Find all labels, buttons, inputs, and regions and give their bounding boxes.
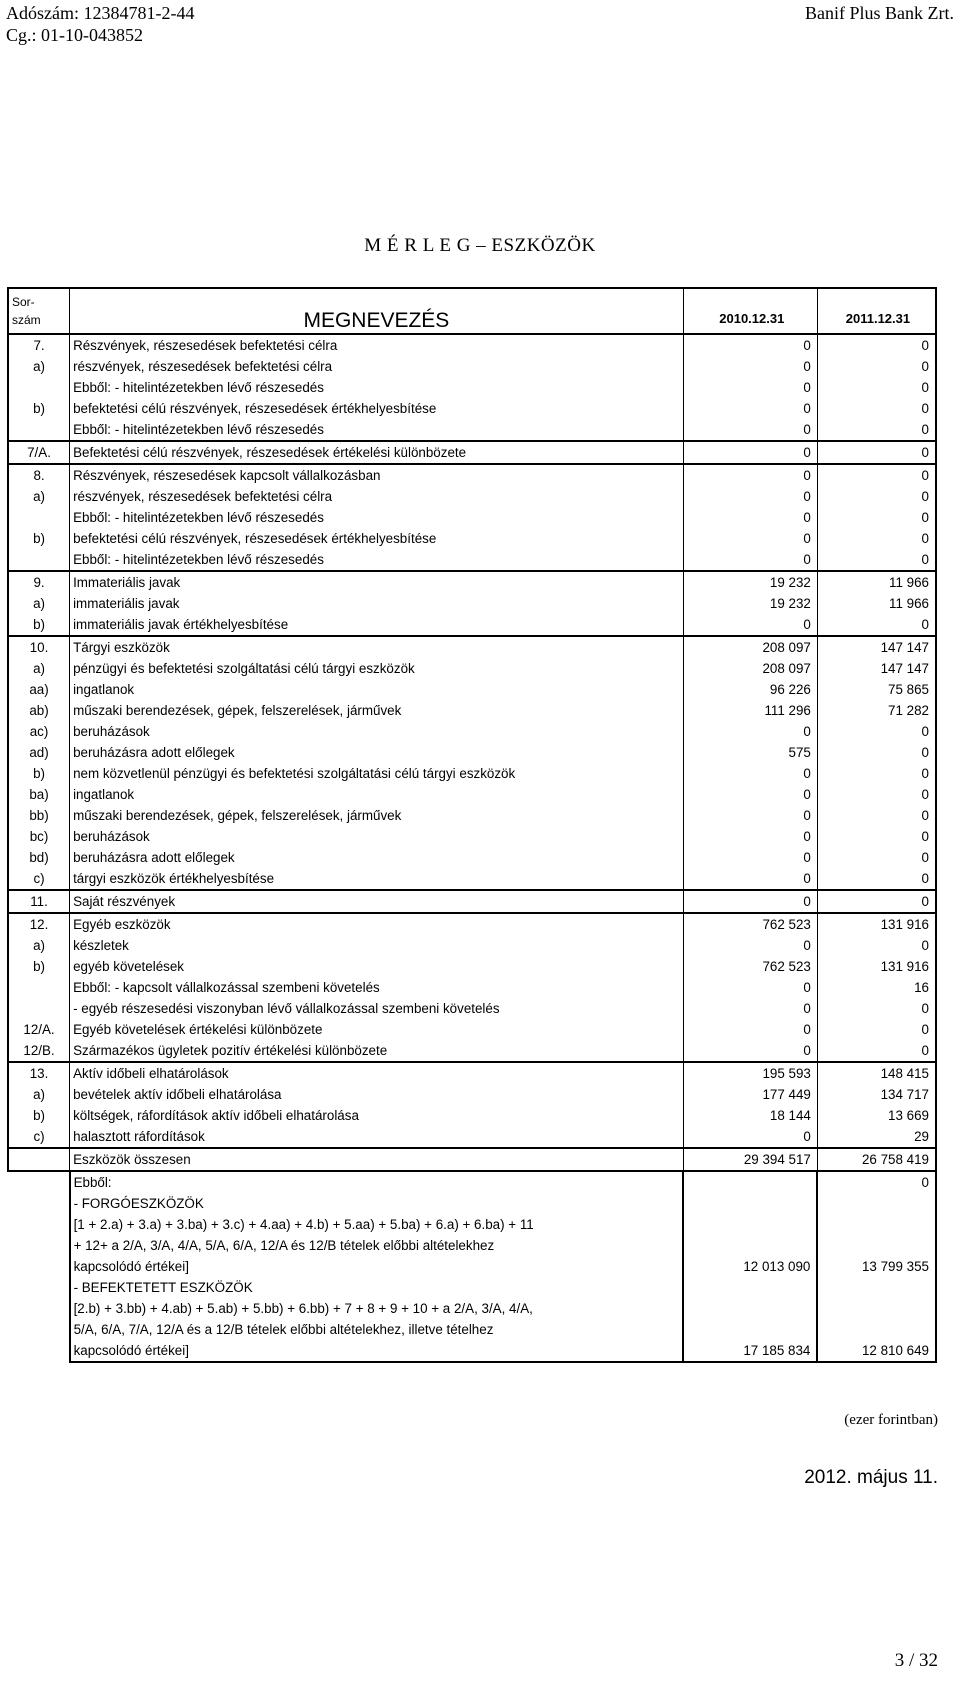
value-2011: 11 966 — [817, 571, 936, 593]
row-label: Tárgyi eszközök — [70, 636, 684, 658]
value-2011: 0 — [817, 356, 936, 377]
row-number — [8, 507, 70, 528]
row-number: 10. — [8, 636, 70, 658]
value-2010: 0 — [683, 549, 817, 571]
footer-2010 — [683, 1214, 817, 1235]
footer-spacer — [8, 1319, 70, 1340]
value-2010: 195 593 — [683, 1062, 817, 1084]
value-2010: 0 — [683, 763, 817, 784]
table-row — [8, 956, 936, 977]
footer-2011 — [817, 1214, 936, 1235]
footer-label: Ebből: — [70, 1171, 684, 1193]
table-row — [8, 356, 936, 377]
row-number: a) — [8, 1084, 70, 1105]
footer-2011: 13 799 355 — [817, 1256, 936, 1277]
footer-spacer — [8, 1235, 70, 1256]
row-number: c) — [8, 1126, 70, 1148]
footer-2011 — [817, 1277, 936, 1298]
row-number: a) — [8, 658, 70, 679]
value-2010: 0 — [683, 441, 817, 464]
footer-label: [2.b) + 3.bb) + 4.ab) + 5.ab) + 5.bb) + 6.bb) + 7 + 8 + 9 + 10 + a 2/A, 3/A, 4/A, — [70, 1298, 684, 1319]
value-2010: 0 — [683, 1040, 817, 1062]
row-label: Részvények, részesedések befektetési célra — [70, 334, 684, 356]
value-2011: 0 — [817, 784, 936, 805]
footer-2010 — [683, 1277, 817, 1298]
footer-2010 — [683, 1319, 817, 1340]
footer-spacer — [8, 1256, 70, 1277]
footer-row — [8, 1193, 936, 1214]
table-row — [8, 868, 936, 890]
footer-spacer — [8, 1214, 70, 1235]
value-2010: 0 — [683, 935, 817, 956]
total-2011: 26 758 419 — [817, 1148, 936, 1171]
value-2011: 0 — [817, 847, 936, 868]
row-number: 9. — [8, 571, 70, 593]
value-2011: 0 — [817, 742, 936, 763]
footer-label: 5/A, 6/A, 7/A, 12/A és a 12/B tételek előbbi altételekhez, illetve tételhez — [70, 1319, 684, 1340]
table-row — [8, 398, 936, 419]
tax-number: Adószám: 12384781-2-44 — [6, 3, 195, 23]
footer-2010 — [683, 1193, 817, 1214]
footer-2010 — [683, 1298, 817, 1319]
row-label: beruházások — [73, 724, 150, 739]
value-2011: 0 — [817, 549, 936, 571]
balance-sheet-table — [7, 287, 937, 1363]
row-label: ingatlanok — [73, 682, 135, 697]
row-number — [8, 998, 70, 1019]
report-date: 2012. május 11. — [804, 1467, 938, 1488]
row-number — [8, 549, 70, 571]
row-label: költségek, ráfordítások aktív időbeli elhatárolása — [73, 1108, 359, 1123]
row-number: 7/A. — [8, 441, 70, 464]
value-2011: 0 — [817, 464, 936, 486]
row-label: Saját részvények — [70, 890, 684, 913]
table-row — [8, 334, 936, 356]
header-left — [6, 2, 194, 46]
footer-2010: 12 013 090 — [683, 1256, 817, 1277]
table-row — [8, 890, 936, 913]
footer-label: + 12+ a 2/A, 3/A, 4/A, 5/A, 6/A, 12/A és 12/B tételek előbbi altételekhez — [70, 1235, 684, 1256]
table-row — [8, 763, 936, 784]
row-label: Immateriális javak — [70, 571, 684, 593]
row-number — [8, 419, 70, 441]
footer-row — [8, 1340, 936, 1362]
total-2010: 29 394 517 — [683, 1148, 817, 1171]
page-title: M É R L E G – ESZKÖZÖK — [364, 235, 596, 256]
value-2010: 0 — [683, 614, 817, 636]
footer-spacer — [8, 1340, 70, 1362]
row-number: b) — [8, 528, 70, 549]
table-row — [8, 441, 936, 464]
value-2011: 11 966 — [817, 593, 936, 614]
col-header-2011: 2011.12.31 — [817, 288, 936, 334]
footer-label: - FORGÓESZKÖZÖK — [70, 1193, 684, 1214]
footer-spacer — [8, 1277, 70, 1298]
value-2010: 0 — [683, 464, 817, 486]
value-2010: 0 — [683, 419, 817, 441]
row-number: 13. — [8, 1062, 70, 1084]
row-label: immateriális javak — [73, 596, 180, 611]
row-number: a) — [8, 593, 70, 614]
value-2010: 762 523 — [683, 956, 817, 977]
row-label: nem közvetlenül pénzügyi és befektetési szolgáltatási célú tárgyi eszközök — [73, 766, 516, 781]
row-label: beruházásra adott előlegek — [73, 850, 235, 865]
row-number — [8, 1148, 70, 1171]
footer-spacer — [8, 1171, 70, 1193]
row-label: Egyéb eszközök — [70, 913, 684, 935]
table-row — [8, 742, 936, 763]
row-number: aa) — [8, 679, 70, 700]
row-label: ingatlanok — [73, 787, 135, 802]
value-2011: 0 — [817, 1019, 936, 1040]
row-label: tárgyi eszközök értékhelyesbítése — [73, 871, 275, 886]
value-2011: 29 — [817, 1126, 936, 1148]
table-row — [8, 826, 936, 847]
row-number: 12/A. — [8, 1019, 70, 1040]
row-number: a) — [8, 935, 70, 956]
value-2010: 0 — [683, 847, 817, 868]
row-label: immateriális javak értékhelyesbítése — [73, 617, 289, 632]
table-row — [8, 679, 936, 700]
table-row — [8, 658, 936, 679]
footer-label: kapcsolódó értékei] — [70, 1340, 684, 1362]
table-row — [8, 977, 936, 998]
unit-note: (ezer forintban) — [844, 1412, 938, 1428]
value-2011: 0 — [817, 868, 936, 890]
col-header-sorszam-text: Sor- szám — [12, 295, 41, 327]
value-2011: 0 — [817, 334, 936, 356]
footer-row — [8, 1298, 936, 1319]
table-row — [8, 784, 936, 805]
row-number: 8. — [8, 464, 70, 486]
value-2011: 0 — [817, 528, 936, 549]
value-2010: 0 — [683, 998, 817, 1019]
value-2010: 19 232 — [683, 593, 817, 614]
row-label: részvények, részesedések befektetési célra — [73, 359, 333, 374]
row-number — [8, 377, 70, 398]
footer-label: [1 + 2.a) + 3.a) + 3.ba) + 3.c) + 4.aa) + 4.b) + 5.aa) + 5.ba) + 6.a) + 6.ba) + 11 — [70, 1214, 684, 1235]
footer-row — [8, 1277, 936, 1298]
row-number: c) — [8, 868, 70, 890]
value-2010: 0 — [683, 805, 817, 826]
table-row — [8, 1062, 936, 1084]
footer-row — [8, 1319, 936, 1340]
footer-2011 — [817, 1319, 936, 1340]
value-2010: 0 — [683, 826, 817, 847]
table-header-row — [8, 288, 936, 334]
row-label: beruházások — [73, 829, 150, 844]
table-row — [8, 593, 936, 614]
row-label: bevételek aktív időbeli elhatárolása — [73, 1087, 282, 1102]
row-number: bd) — [8, 847, 70, 868]
footer-2011: 12 810 649 — [817, 1340, 936, 1362]
value-2011: 13 669 — [817, 1105, 936, 1126]
value-2011: 0 — [817, 614, 936, 636]
table-row — [8, 614, 936, 636]
row-label: egyéb követelések — [73, 959, 184, 974]
row-number: 12/B. — [8, 1040, 70, 1062]
table-row — [8, 636, 936, 658]
row-label: - egyéb részesedési viszonyban lévő vállalkozással szembeni követelés — [73, 1001, 500, 1016]
table-row — [8, 549, 936, 571]
footer-2010: 17 185 834 — [683, 1340, 817, 1362]
row-label: műszaki berendezések, gépek, felszerelések, járművek — [73, 808, 402, 823]
row-number: ac) — [8, 721, 70, 742]
footer-row — [8, 1214, 936, 1235]
table-row — [8, 847, 936, 868]
table-row — [8, 721, 936, 742]
footer-2010 — [683, 1235, 817, 1256]
row-number — [8, 977, 70, 998]
total-label: Eszközök összesen — [70, 1148, 684, 1171]
value-2011: 0 — [817, 721, 936, 742]
footer-spacer — [8, 1298, 70, 1319]
value-2010: 0 — [683, 868, 817, 890]
footer-row — [8, 1235, 936, 1256]
row-number: 7. — [8, 334, 70, 356]
row-number: bb) — [8, 805, 70, 826]
value-2011: 0 — [817, 419, 936, 441]
value-2010: 575 — [683, 742, 817, 763]
value-2011: 0 — [817, 805, 936, 826]
value-2011: 0 — [817, 507, 936, 528]
footer-2011 — [817, 1235, 936, 1256]
value-2011: 148 415 — [817, 1062, 936, 1084]
footer-row — [8, 1171, 936, 1193]
value-2011: 0 — [817, 377, 936, 398]
value-2010: 0 — [683, 528, 817, 549]
row-number: b) — [8, 398, 70, 419]
row-label: Részvények, részesedések kapcsolt vállalkozásban — [70, 464, 684, 486]
value-2011: 0 — [817, 398, 936, 419]
col-header-sorszam — [8, 288, 70, 334]
value-2011: 0 — [817, 890, 936, 913]
value-2011: 16 — [817, 977, 936, 998]
value-2011: 134 717 — [817, 1084, 936, 1105]
row-number: bc) — [8, 826, 70, 847]
row-label: műszaki berendezések, gépek, felszerelések, járművek — [73, 703, 402, 718]
table-row — [8, 464, 936, 486]
row-number: 12. — [8, 913, 70, 935]
value-2010: 18 144 — [683, 1105, 817, 1126]
table-row — [8, 528, 936, 549]
table-body — [8, 334, 936, 1362]
value-2010: 19 232 — [683, 571, 817, 593]
table-row — [8, 805, 936, 826]
row-label: Ebből: - hitelintézetekben lévő részesedés — [73, 422, 324, 437]
footer-label: kapcsolódó értékei] — [70, 1256, 684, 1277]
value-2010: 208 097 — [683, 636, 817, 658]
value-2010: 0 — [683, 398, 817, 419]
value-2011: 147 147 — [817, 658, 936, 679]
col-header-2010: 2010.12.31 — [683, 288, 817, 334]
value-2011: 131 916 — [817, 956, 936, 977]
row-label: befektetési célú részvények, részesedések értékhelyesbítése — [73, 531, 437, 546]
value-2011: 147 147 — [817, 636, 936, 658]
value-2010: 0 — [683, 721, 817, 742]
page-number: 3 / 32 — [894, 1650, 938, 1671]
row-number: b) — [8, 763, 70, 784]
value-2010: 0 — [683, 377, 817, 398]
value-2011: 0 — [817, 826, 936, 847]
total-row — [8, 1148, 936, 1171]
row-label: befektetési célú részvények, részesedések értékhelyesbítése — [73, 401, 437, 416]
value-2010: 0 — [683, 977, 817, 998]
table-row — [8, 935, 936, 956]
value-2010: 177 449 — [683, 1084, 817, 1105]
footer-spacer — [8, 1193, 70, 1214]
table-row — [8, 571, 936, 593]
footer-row — [8, 1256, 936, 1277]
row-number: b) — [8, 614, 70, 636]
row-number: 11. — [8, 890, 70, 913]
value-2011: 0 — [817, 486, 936, 507]
value-2010: 0 — [683, 507, 817, 528]
table-row — [8, 913, 936, 935]
row-label: Ebből: - hitelintézetekben lévő részesedés — [73, 510, 324, 525]
table-row — [8, 1019, 936, 1040]
footer-2011 — [817, 1193, 936, 1214]
table-row — [8, 419, 936, 441]
value-2011: 0 — [817, 763, 936, 784]
row-label: Aktív időbeli elhatárolások — [70, 1062, 684, 1084]
row-label: pénzügyi és befektetési szolgáltatási célú tárgyi eszközök — [73, 661, 415, 676]
value-2010: 0 — [683, 486, 817, 507]
col-header-megnevezes: MEGNEVEZÉS — [70, 288, 684, 334]
table-row — [8, 1040, 936, 1062]
row-label: Ebből: - kapcsolt vállalkozással szembeni követelés — [73, 980, 380, 995]
value-2011: 131 916 — [817, 913, 936, 935]
row-number: b) — [8, 1105, 70, 1126]
value-2011: 0 — [817, 1040, 936, 1062]
value-2011: 75 865 — [817, 679, 936, 700]
table-row — [8, 1126, 936, 1148]
value-2011: 0 — [817, 935, 936, 956]
footer-2010 — [683, 1171, 817, 1193]
row-label: Származékos ügyletek pozitív értékelési különbözete — [73, 1043, 388, 1058]
row-label: Ebből: - hitelintézetekben lévő részesedés — [73, 552, 324, 567]
row-number: ba) — [8, 784, 70, 805]
value-2011: 0 — [817, 998, 936, 1019]
value-2010: 0 — [683, 784, 817, 805]
value-2011: 71 282 — [817, 700, 936, 721]
row-label: Ebből: - hitelintézetekben lévő részesedés — [73, 380, 324, 395]
row-label: beruházásra adott előlegek — [73, 745, 235, 760]
footer-2011 — [817, 1298, 936, 1319]
value-2010: 0 — [683, 890, 817, 913]
bank-name: Banif Plus Bank Zrt. — [805, 3, 954, 23]
company-registration-number: Cg.: 01-10-043852 — [6, 25, 143, 45]
value-2010: 208 097 — [683, 658, 817, 679]
row-label: Befektetési célú részvények, részesedések értékelési különbözete — [70, 441, 684, 464]
row-label: részvények, részesedések befektetési célra — [73, 489, 333, 504]
table-row — [8, 507, 936, 528]
row-number: b) — [8, 956, 70, 977]
row-number: a) — [8, 486, 70, 507]
value-2010: 762 523 — [683, 913, 817, 935]
row-label: Egyéb követelések értékelési különbözete — [73, 1022, 323, 1037]
row-number: a) — [8, 356, 70, 377]
row-label: halasztott ráfordítások — [73, 1129, 205, 1144]
value-2010: 0 — [683, 356, 817, 377]
row-label: készletek — [73, 938, 129, 953]
table-row — [8, 1105, 936, 1126]
value-2010: 0 — [683, 1126, 817, 1148]
value-2011: 0 — [817, 441, 936, 464]
table-row — [8, 377, 936, 398]
value-2010: 111 296 — [683, 700, 817, 721]
table-row — [8, 1084, 936, 1105]
table-row — [8, 486, 936, 507]
value-2010: 96 226 — [683, 679, 817, 700]
row-number: ad) — [8, 742, 70, 763]
footer-2011: 0 — [817, 1171, 936, 1193]
footer-label: - BEFEKTETETT ESZKÖZÖK — [70, 1277, 684, 1298]
value-2010: 0 — [683, 334, 817, 356]
table-row — [8, 998, 936, 1019]
row-number: ab) — [8, 700, 70, 721]
value-2010: 0 — [683, 1019, 817, 1040]
table-row — [8, 700, 936, 721]
